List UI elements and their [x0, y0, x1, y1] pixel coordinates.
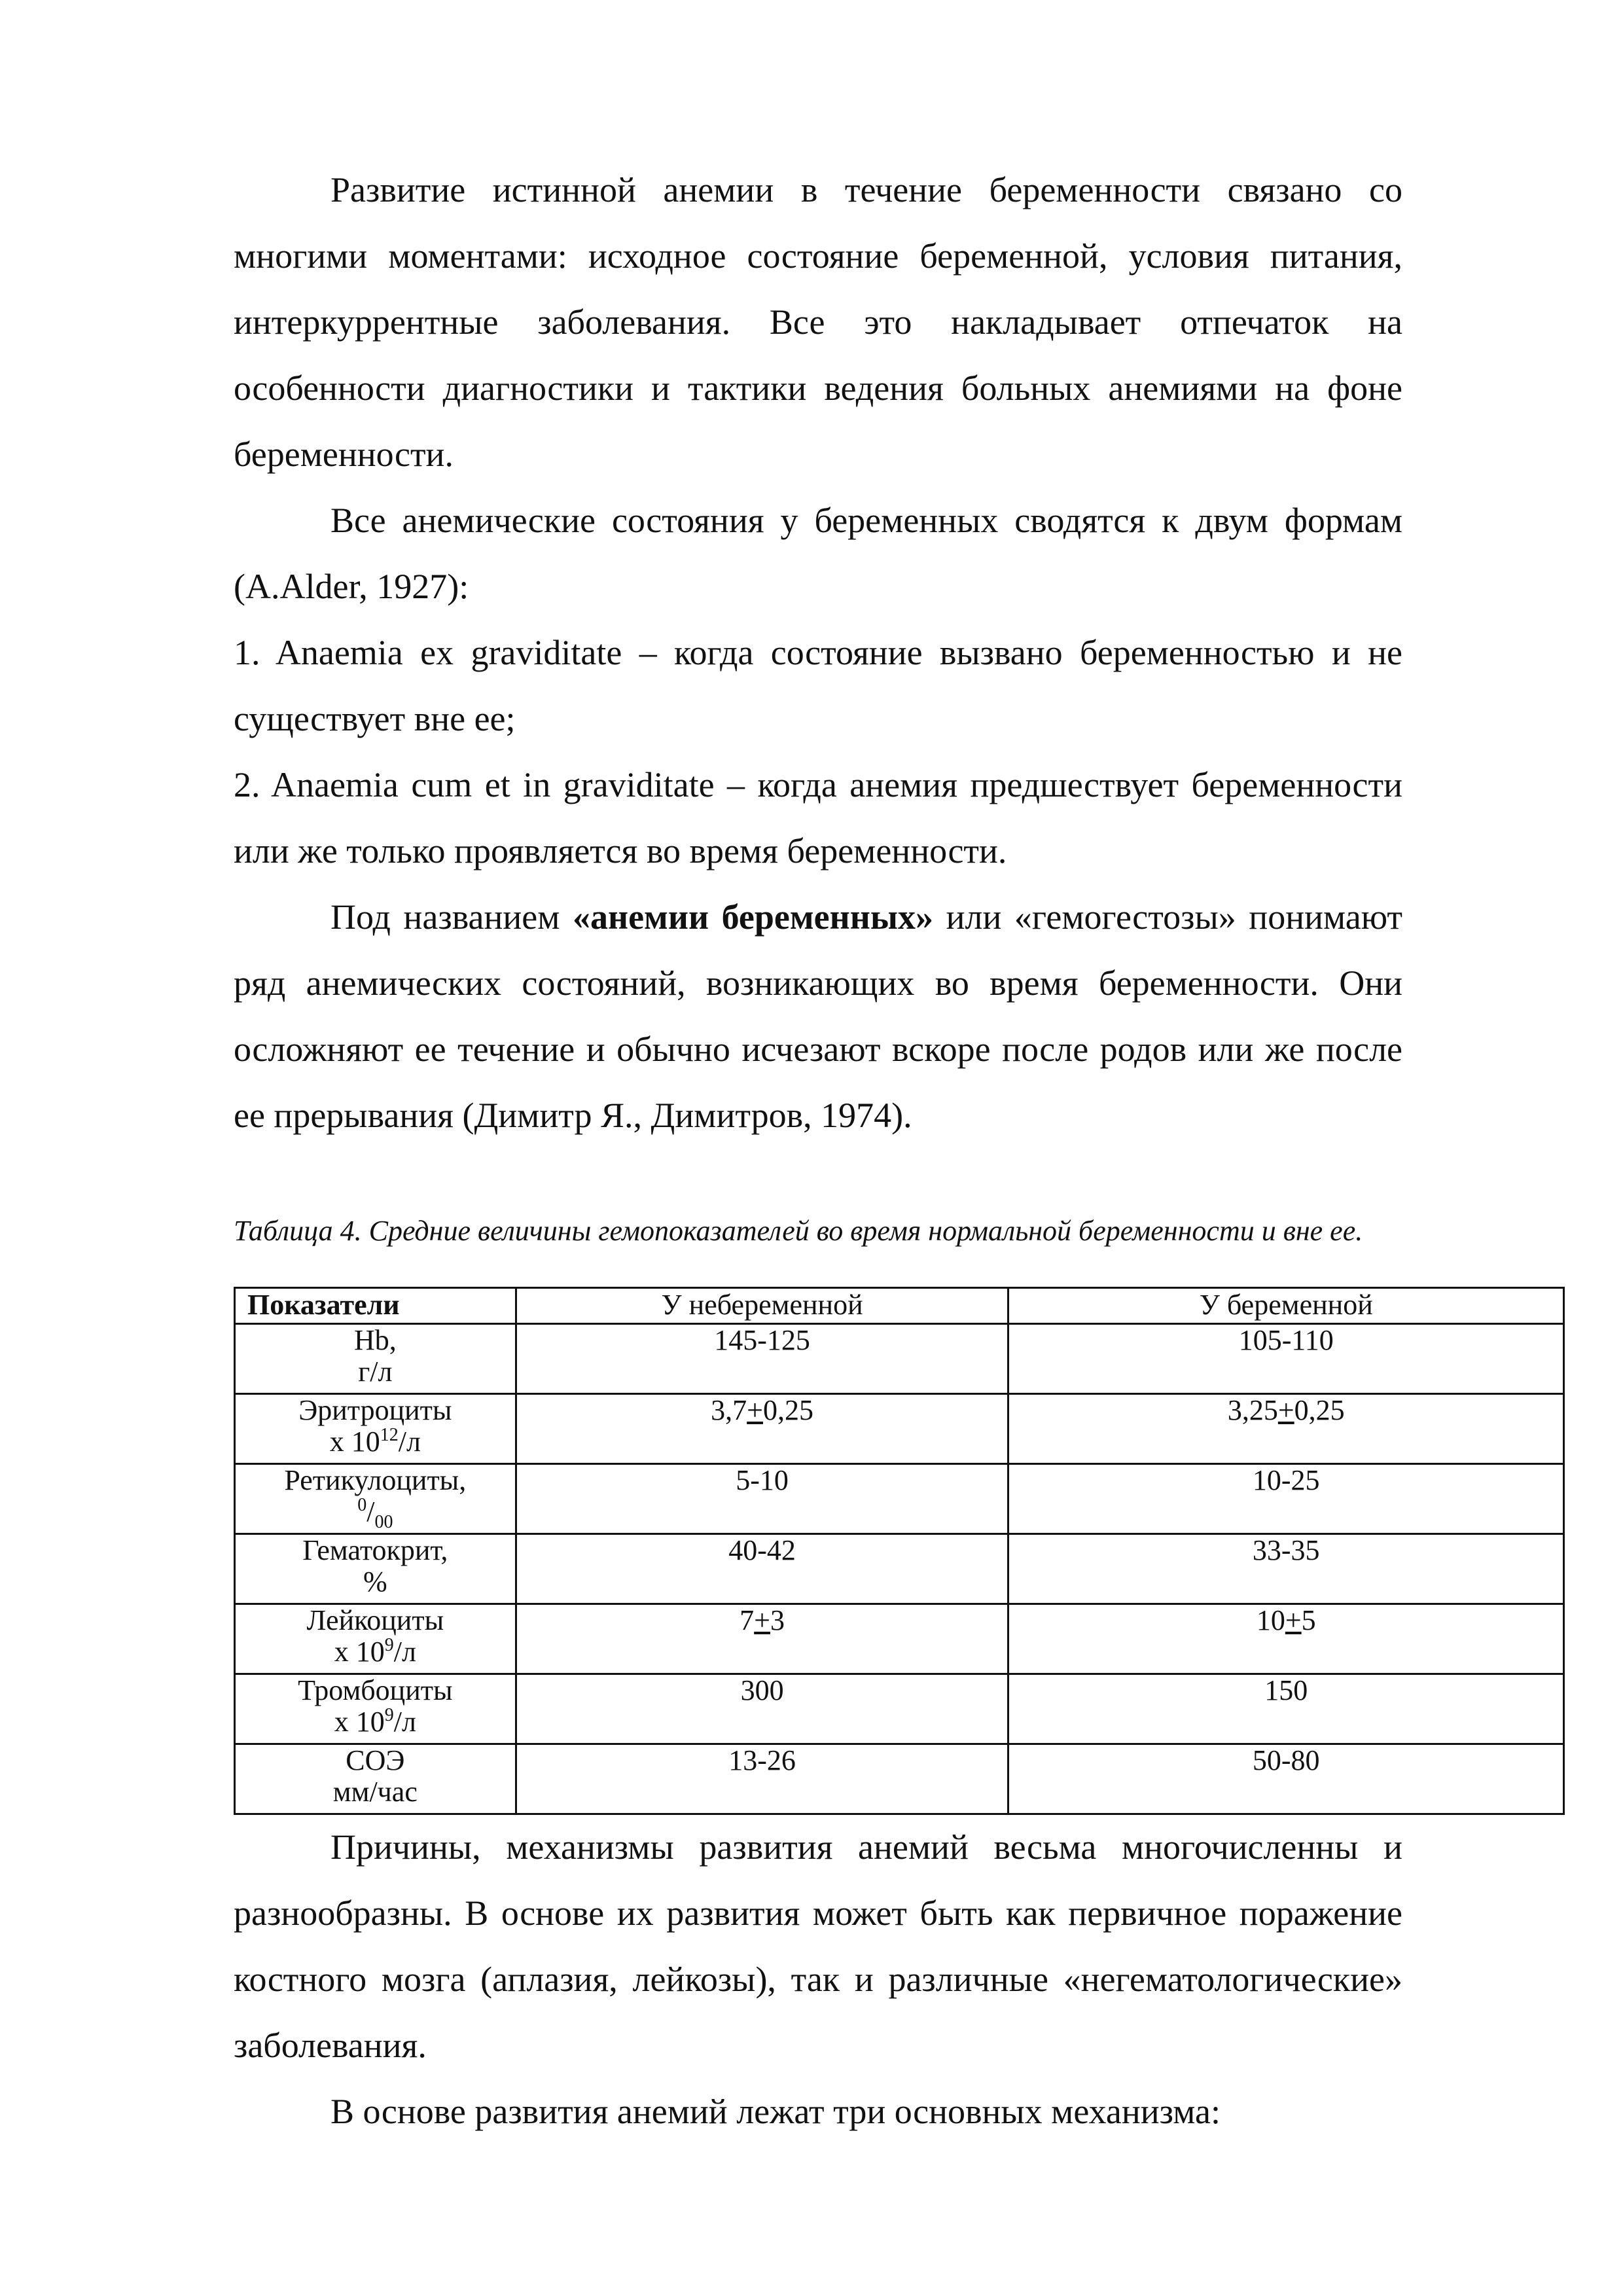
- unit-suffix: /л: [393, 1636, 416, 1668]
- indicator-unit: г/л: [358, 1355, 393, 1388]
- blood-values-table: [234, 1287, 1565, 1815]
- indicator-name: Лейкоциты: [306, 1604, 444, 1636]
- value-deviation: 5: [1301, 1604, 1316, 1636]
- indicator-cell: [235, 1324, 516, 1394]
- table-row: [235, 1324, 1564, 1394]
- unit-permille-bottom: 00: [374, 1512, 393, 1532]
- indicator-unit: мм/час: [332, 1776, 418, 1808]
- indicator-name: СОЭ: [346, 1744, 405, 1776]
- unit-exponent: 9: [384, 1635, 394, 1655]
- paragraph-3: [234, 884, 1402, 1149]
- indicator-name: Тромбоциты: [298, 1674, 453, 1706]
- table-row: [235, 1394, 1564, 1464]
- value-mean: 3,7: [711, 1394, 747, 1426]
- unit-exponent: 12: [380, 1425, 399, 1445]
- unit-exponent: 9: [384, 1705, 394, 1725]
- pregnant-cell: 150: [1008, 1674, 1564, 1744]
- indicator-cell: [235, 1534, 516, 1604]
- indicator-name: Гематокрит,: [302, 1534, 448, 1566]
- unit-suffix: /л: [398, 1426, 421, 1458]
- indicator-name: Ретикулоциты,: [284, 1464, 467, 1496]
- pregnant-cell: 10-25: [1008, 1464, 1564, 1534]
- table-caption: Таблица 4. Средние величины гемопоказателей во время нормальной беременности и вне ее.: [234, 1215, 1363, 1247]
- indicator-name: Hb,: [353, 1324, 397, 1356]
- paragraph-3-pre: Под названием: [330, 897, 573, 937]
- indicator-cell: [235, 1744, 516, 1814]
- unit-suffix: /л: [393, 1706, 416, 1738]
- list-item-2: 2. Anaemia cum et in graviditate – когда анемия предшествует беременности или же только проявляется во время беременности.: [234, 765, 1402, 870]
- header-indicators: Показатели: [235, 1288, 516, 1324]
- nonpregnant-cell: 40-42: [516, 1534, 1008, 1604]
- value-mean: 3,25: [1227, 1394, 1278, 1426]
- indicator-unit: х 10: [329, 1426, 380, 1458]
- pregnant-cell: 105-110: [1008, 1324, 1564, 1394]
- plus-minus: +: [754, 1604, 770, 1636]
- nonpregnant-cell: [516, 1394, 1008, 1464]
- table-row: [235, 1464, 1564, 1534]
- paragraph-3-bold: «анемии беременных»: [572, 897, 934, 937]
- table-row: [235, 1674, 1564, 1744]
- nonpregnant-cell: 13-26: [516, 1744, 1008, 1814]
- table-row: [235, 1534, 1564, 1604]
- indicator-unit: х 10: [334, 1636, 385, 1668]
- nonpregnant-cell: 145-125: [516, 1324, 1008, 1394]
- paragraph-4: Причины, механизмы развития анемий весьма многочисленны и разнообразны. В основе их развития может быть как первичное поражение костного мозга (аплазия, лейкозы), так и различные «негематологические» заболевания.: [234, 1827, 1402, 2065]
- indicator-unit: х 10: [334, 1706, 385, 1738]
- indicator-cell: [235, 1674, 516, 1744]
- nonpregnant-cell: 300: [516, 1674, 1008, 1744]
- body-text-bottom: [234, 1814, 1402, 2145]
- header-nonpregnant: У небеременной: [516, 1288, 1008, 1324]
- indicator-unit: %: [363, 1566, 387, 1598]
- plus-minus: +: [1277, 1394, 1294, 1426]
- indicator-cell: Ретикулоциты, $^0/_{00}$: [235, 1464, 516, 1534]
- value-deviation: 0,25: [762, 1394, 813, 1426]
- indicator-cell: [235, 1604, 516, 1674]
- paragraph-1: Развитие истинной анемии в течение беременности связано со многими моментами: исходное состояние беременной, условия питания, интеркуррентные заболевания. Все это накладывает отпечаток на особенности диагностики и тактики ведения больных анемиями на фоне беременности.: [234, 170, 1402, 474]
- list-item-1: 1. Anaemia ex graviditate – когда состояние вызвано беременностью и не существует вне ее;: [234, 633, 1402, 738]
- nonpregnant-cell: [516, 1604, 1008, 1674]
- table-row: [235, 1744, 1564, 1814]
- pregnant-cell: 33-35: [1008, 1534, 1564, 1604]
- unit-permille-top: 0: [357, 1495, 367, 1515]
- paragraph-3-post: или «гемогестозы» понимают ряд анемических состояний, возникающих во время беременности. Они осложняют ее течение и обычно исчезают вскоре после родов или же после ее прерывания (Димитр Я., Димитров, 1974).: [234, 897, 1402, 1135]
- pregnant-cell: 50-80: [1008, 1744, 1564, 1814]
- pregnant-cell: [1008, 1604, 1564, 1674]
- table-header-row: [235, 1288, 1564, 1324]
- value-mean: 10: [1256, 1604, 1285, 1636]
- paragraph-5: В основе развития анемий лежат три основных механизма:: [330, 2092, 1221, 2131]
- header-pregnant: У беременной: [1008, 1288, 1564, 1324]
- pregnant-cell: [1008, 1394, 1564, 1464]
- paragraph-2: Все анемические состояния у беременных сводятся к двум формам (A.Alder, 1927):: [234, 501, 1402, 606]
- plus-minus: +: [1285, 1604, 1302, 1636]
- table-row: [235, 1604, 1564, 1674]
- value-mean: 7: [740, 1604, 755, 1636]
- nonpregnant-cell: 5-10: [516, 1464, 1008, 1534]
- value-deviation: 3: [770, 1604, 785, 1636]
- value-deviation: 0,25: [1294, 1394, 1345, 1426]
- indicator-cell: [235, 1394, 516, 1464]
- indicator-name: Эритроциты: [298, 1394, 452, 1426]
- body-text-top: [234, 157, 1402, 1149]
- plus-minus: +: [747, 1394, 763, 1426]
